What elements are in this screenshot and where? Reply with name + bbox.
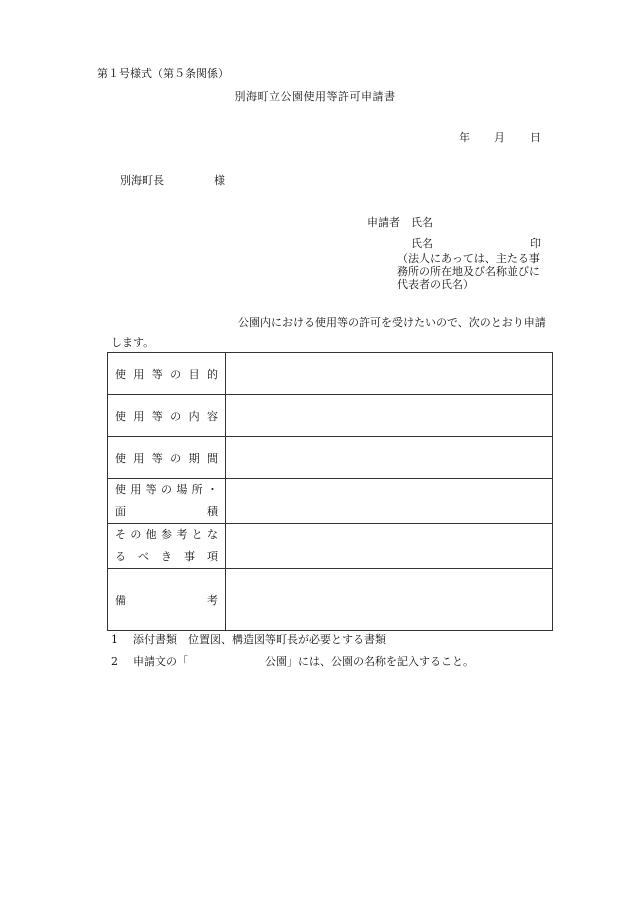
label-char: 事 <box>184 550 195 563</box>
intro-line-1: 公園内における使用等の許可を受けたいので、次のとおり申請 <box>238 316 546 329</box>
row-value-field[interactable] <box>226 569 553 631</box>
period-row <box>108 437 553 479</box>
label-char: 目 <box>188 367 200 381</box>
label-char: 使 <box>115 409 126 423</box>
label-char: 等 <box>151 451 163 465</box>
row-value-field[interactable] <box>226 353 553 395</box>
label-line <box>115 450 218 466</box>
label-char: 用 <box>133 451 145 465</box>
other-notes-row <box>108 524 553 569</box>
purpose-row <box>108 353 553 395</box>
note-2 <box>111 655 474 669</box>
note-text: 申請文の「 公園」には、公園の名称を記入すること。 <box>133 655 474 668</box>
remarks-row <box>108 569 553 631</box>
applicant-label: 申請者 氏名 <box>367 216 433 229</box>
label-char: 使 <box>115 451 126 465</box>
row-value-field[interactable] <box>226 479 553 524</box>
label-char: 所 <box>191 483 203 496</box>
label-char: 考 <box>176 528 188 541</box>
row-label <box>108 437 226 479</box>
location-area-row <box>108 479 553 524</box>
row-value-field[interactable] <box>226 395 553 437</box>
addressee-name: 別海町長 <box>120 174 164 187</box>
label-char: ・ <box>206 483 218 496</box>
label-char: 参 <box>160 528 172 541</box>
label-char: 期 <box>188 451 200 465</box>
content-row <box>108 395 553 437</box>
addressee-honorific: 様 <box>214 174 225 187</box>
label-char: 備 <box>115 593 126 607</box>
date-day-label: 日 <box>530 131 541 144</box>
seal-label: 印 <box>530 237 541 250</box>
label-line <box>115 479 218 501</box>
label-char: な <box>206 528 218 541</box>
label-char: べ <box>138 550 149 563</box>
label-char: 項 <box>207 550 218 563</box>
date-month-label: 月 <box>494 131 505 144</box>
label-line <box>115 546 218 568</box>
row-value-field[interactable] <box>226 437 553 479</box>
label-char: 用 <box>133 409 145 423</box>
label-char: 等 <box>151 409 163 423</box>
form-number: 第１号様式（第５条関係） <box>97 67 229 80</box>
label-char: 等 <box>151 367 163 381</box>
label-char: 内 <box>188 409 200 423</box>
label-char: 容 <box>206 409 218 423</box>
label-char: き <box>161 550 172 563</box>
label-char: 使 <box>115 367 126 381</box>
label-line <box>115 366 218 382</box>
label-char: の <box>160 483 172 496</box>
row-value-field[interactable] <box>226 524 553 569</box>
note-1 <box>111 633 386 647</box>
label-line <box>115 501 218 523</box>
label-char: 場 <box>176 483 188 496</box>
corporate-note: （法人にあっては、主たる事務所の所在地及び名称並びに代表者の氏名） <box>397 252 540 291</box>
note-text: 添付書類 位置図、構造図等町長が必要とする書類 <box>133 633 386 646</box>
label-char: 的 <box>206 367 218 381</box>
label-char: 等 <box>145 483 157 496</box>
label-char: る <box>115 550 126 563</box>
row-label <box>108 524 226 569</box>
document-title: 別海町立公園使用等許可申請書 <box>234 90 396 103</box>
label-char: 積 <box>207 505 218 518</box>
note-number: 1 <box>111 633 118 646</box>
label-line <box>115 408 218 424</box>
row-label <box>108 569 226 631</box>
label-char: 用 <box>133 367 145 381</box>
label-char: の <box>170 451 182 465</box>
label-char: そ <box>115 528 126 541</box>
label-char: 用 <box>130 483 142 496</box>
row-label <box>108 353 226 395</box>
note-number: 2 <box>111 655 118 668</box>
label-char: と <box>191 528 203 541</box>
label-char: 使 <box>115 483 126 496</box>
applicant-name-label: 氏名 <box>411 237 433 250</box>
label-line <box>115 524 218 546</box>
row-label <box>108 479 226 524</box>
intro-line-2: します。 <box>111 336 155 349</box>
label-char: 面 <box>115 505 126 518</box>
label-char: の <box>170 367 182 381</box>
label-char: 他 <box>145 528 157 541</box>
label-char: の <box>170 409 182 423</box>
label-char: 間 <box>206 451 218 465</box>
application-table <box>107 352 553 631</box>
row-label <box>108 395 226 437</box>
label-char: 考 <box>207 593 218 607</box>
label-char: の <box>130 528 142 541</box>
date-year-label: 年 <box>459 131 470 144</box>
label-line <box>115 592 218 608</box>
